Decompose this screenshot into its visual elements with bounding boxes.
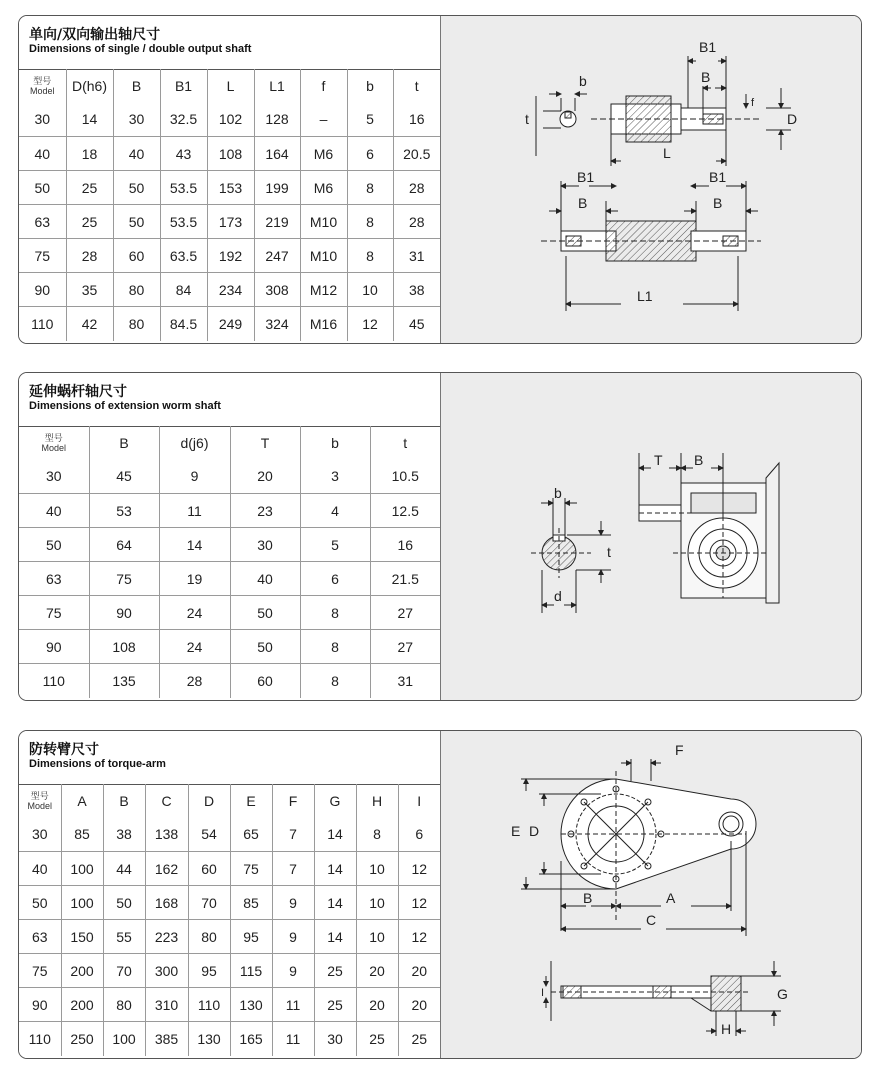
table-cell: 24 bbox=[159, 630, 230, 664]
dim-label-b1-right: B1 bbox=[709, 169, 727, 185]
table-cell: 12 bbox=[398, 920, 440, 954]
section-title-cn: 单向/双向输出轴尺寸 bbox=[29, 27, 161, 43]
model-cell: 75 bbox=[19, 239, 66, 273]
table-cell: 85 bbox=[61, 818, 103, 852]
table-row bbox=[19, 852, 440, 886]
table-cell: 223 bbox=[145, 920, 188, 954]
table-cell: 64 bbox=[89, 528, 159, 562]
dim-label-f: F bbox=[675, 742, 684, 758]
header-cell: I bbox=[398, 785, 440, 818]
table-cell: 11 bbox=[272, 988, 314, 1022]
table-cell: 199 bbox=[254, 171, 300, 205]
table-row bbox=[19, 205, 440, 239]
torque-arm-table-body bbox=[19, 818, 440, 1056]
table-cell: 75 bbox=[89, 562, 159, 596]
dim-label-d: d bbox=[554, 588, 562, 604]
table-cell: 80 bbox=[113, 307, 160, 341]
table-cell: 80 bbox=[188, 920, 230, 954]
table-cell: 10 bbox=[356, 852, 398, 886]
header-cell: F bbox=[272, 785, 314, 818]
model-cell: 63 bbox=[19, 920, 61, 954]
dim-label-d: D bbox=[529, 823, 540, 839]
dim-label-b-small: b bbox=[554, 485, 562, 501]
table-cell: 20 bbox=[230, 460, 300, 494]
table-cell: 23 bbox=[230, 494, 300, 528]
model-cell: 30 bbox=[19, 103, 66, 137]
model-cell: 30 bbox=[19, 818, 61, 852]
table-cell: 100 bbox=[61, 852, 103, 886]
table-cell: 84.5 bbox=[160, 307, 207, 341]
model-cell: 50 bbox=[19, 886, 61, 920]
table-cell: 102 bbox=[207, 103, 254, 137]
header-cell: C bbox=[145, 785, 188, 818]
table-cell: 25 bbox=[66, 205, 113, 239]
header-cell: B1 bbox=[160, 70, 207, 103]
dim-label-d: D bbox=[787, 111, 798, 127]
table-cell: 21.5 bbox=[370, 562, 440, 596]
dim-label-b: b bbox=[579, 73, 587, 89]
table-cell: 100 bbox=[103, 1022, 145, 1056]
dim-label-b-left: B bbox=[578, 195, 588, 211]
table-cell: 9 bbox=[272, 886, 314, 920]
table-cell: 20 bbox=[398, 988, 440, 1022]
dim-label-t: T bbox=[654, 452, 663, 468]
header-cell: B bbox=[103, 785, 145, 818]
table-cell: 28 bbox=[393, 205, 440, 239]
table-cell: 14 bbox=[314, 886, 356, 920]
table-cell: 25 bbox=[66, 171, 113, 205]
table-cell: 50 bbox=[113, 205, 160, 239]
worm-shaft-table-area bbox=[19, 373, 440, 700]
model-cell: 90 bbox=[19, 630, 89, 664]
model-cell: 90 bbox=[19, 988, 61, 1022]
table-cell: 40 bbox=[113, 137, 160, 171]
table-cell: 25 bbox=[314, 954, 356, 988]
section-title-en: Dimensions of single / double output shaft bbox=[29, 43, 252, 55]
table-cell: 85 bbox=[230, 886, 272, 920]
output-shaft-diagram-area bbox=[440, 16, 861, 343]
table-row bbox=[19, 596, 440, 630]
header-cell: E bbox=[230, 785, 272, 818]
model-cell: 63 bbox=[19, 562, 89, 596]
table-cell: M6 bbox=[300, 137, 347, 171]
table-cell: 45 bbox=[89, 460, 159, 494]
table-cell: 310 bbox=[145, 988, 188, 1022]
table-cell: 38 bbox=[393, 273, 440, 307]
table-cell: 27 bbox=[370, 630, 440, 664]
output-shaft-table-area bbox=[19, 16, 440, 343]
table-cell: 7 bbox=[272, 818, 314, 852]
table-cell: 192 bbox=[207, 239, 254, 273]
torque-arm-table bbox=[19, 784, 440, 1056]
table-cell: 8 bbox=[347, 205, 393, 239]
table-row bbox=[19, 171, 440, 205]
table-cell: 24 bbox=[159, 596, 230, 630]
table-cell: 28 bbox=[393, 171, 440, 205]
dim-label-b: B bbox=[701, 69, 711, 85]
dim-label-h: H bbox=[721, 1021, 732, 1037]
model-cell: 90 bbox=[19, 273, 66, 307]
model-cell: 110 bbox=[19, 1022, 61, 1056]
model-cell: 40 bbox=[19, 494, 89, 528]
table-cell: 28 bbox=[66, 239, 113, 273]
table-cell: 55 bbox=[103, 920, 145, 954]
model-label-cn: 型号 bbox=[33, 76, 52, 87]
table-row bbox=[19, 988, 440, 1022]
header-cell: A bbox=[61, 785, 103, 818]
table-cell: 14 bbox=[314, 818, 356, 852]
table-cell: 162 bbox=[145, 852, 188, 886]
table-cell: 75 bbox=[230, 852, 272, 886]
table-cell: 3 bbox=[300, 460, 370, 494]
section-title-cn: 延伸蜗杆轴尺寸 bbox=[29, 384, 127, 400]
header-cell: b bbox=[347, 70, 393, 103]
table-cell: 65 bbox=[230, 818, 272, 852]
table-cell: 250 bbox=[61, 1022, 103, 1056]
table-cell: 35 bbox=[66, 273, 113, 307]
table-row bbox=[19, 562, 440, 596]
table-cell: 90 bbox=[89, 596, 159, 630]
table-cell: 10 bbox=[356, 920, 398, 954]
dim-label-b-right: B bbox=[713, 195, 723, 211]
worm-shaft-table bbox=[19, 426, 440, 698]
table-cell: 9 bbox=[272, 954, 314, 988]
model-cell: 50 bbox=[19, 171, 66, 205]
table-header-row bbox=[19, 785, 440, 818]
table-cell: 18 bbox=[66, 137, 113, 171]
model-header bbox=[19, 427, 89, 460]
table-cell: 115 bbox=[230, 954, 272, 988]
table-row bbox=[19, 273, 440, 307]
table-cell: 324 bbox=[254, 307, 300, 341]
table-cell: 63.5 bbox=[160, 239, 207, 273]
table-cell: 5 bbox=[300, 528, 370, 562]
table-cell: 30 bbox=[113, 103, 160, 137]
table-cell: 43 bbox=[160, 137, 207, 171]
header-cell: D(h6) bbox=[66, 70, 113, 103]
table-cell: 44 bbox=[103, 852, 145, 886]
model-label-en: Model bbox=[29, 86, 55, 97]
table-cell: 138 bbox=[145, 818, 188, 852]
table-row bbox=[19, 920, 440, 954]
header-cell: T bbox=[230, 427, 300, 460]
worm-shaft-diagram-area bbox=[440, 373, 861, 700]
dim-label-g: G bbox=[777, 986, 788, 1002]
dim-label-b: B bbox=[583, 890, 593, 906]
table-cell: 50 bbox=[230, 630, 300, 664]
model-cell: 50 bbox=[19, 528, 89, 562]
table-cell: 60 bbox=[113, 239, 160, 273]
table-cell: 45 bbox=[408, 315, 425, 332]
section-title-en: Dimensions of torque-arm bbox=[29, 758, 166, 770]
table-cell: 173 bbox=[207, 205, 254, 239]
table-cell: 108 bbox=[207, 137, 254, 171]
table-row bbox=[19, 239, 440, 273]
model-label-en: Model bbox=[27, 801, 52, 812]
model-cell: 75 bbox=[19, 954, 61, 988]
table-cell: 95 bbox=[188, 954, 230, 988]
table-cell: 6 bbox=[347, 137, 393, 171]
model-cell: 110 bbox=[19, 664, 89, 698]
table-cell: 50 bbox=[230, 596, 300, 630]
table-cell: 247 bbox=[254, 239, 300, 273]
table-cell: M10 bbox=[300, 205, 347, 239]
table-cell: 60 bbox=[188, 852, 230, 886]
header-cell: G bbox=[314, 785, 356, 818]
table-row bbox=[19, 460, 440, 494]
table-row bbox=[19, 494, 440, 528]
table-cell: 108 bbox=[89, 630, 159, 664]
table-cell: 20.5 bbox=[393, 137, 440, 171]
table-cell: 12 bbox=[398, 886, 440, 920]
model-cell: 30 bbox=[19, 460, 89, 494]
table-cell: 9 bbox=[159, 460, 230, 494]
dim-label-t: t bbox=[525, 111, 529, 127]
table-cell: 8 bbox=[347, 171, 393, 205]
table-cell: 70 bbox=[103, 954, 145, 988]
table-cell: 11 bbox=[272, 1022, 314, 1056]
table-cell: 40 bbox=[230, 562, 300, 596]
dim-label-l1: L1 bbox=[637, 288, 653, 304]
table-cell: 249 bbox=[207, 307, 254, 341]
header-cell: d(j6) bbox=[159, 427, 230, 460]
table-cell: 5 bbox=[347, 103, 393, 137]
table-cell: 53 bbox=[89, 494, 159, 528]
table-cell: 8 bbox=[356, 818, 398, 852]
table-cell: 70 bbox=[188, 886, 230, 920]
table-cell: 31 bbox=[393, 239, 440, 273]
table-cell: 110 bbox=[188, 988, 230, 1022]
table-row bbox=[19, 630, 440, 664]
table-cell: 14 bbox=[66, 103, 113, 137]
table-cell: 135 bbox=[89, 664, 159, 698]
table-cell: 25 bbox=[314, 988, 356, 1022]
worm-shaft-diagram bbox=[441, 373, 861, 700]
table-cell: 50 bbox=[113, 171, 160, 205]
table-row bbox=[19, 103, 440, 137]
table-cell: 54 bbox=[188, 818, 230, 852]
dim-label-b: B bbox=[694, 452, 704, 468]
dim-label-a: A bbox=[666, 890, 676, 906]
model-header bbox=[19, 785, 61, 818]
dim-label-c: C bbox=[646, 912, 657, 928]
header-cell: t bbox=[393, 70, 440, 103]
table-cell: 30 bbox=[314, 1022, 356, 1056]
table-cell: 28 bbox=[159, 664, 230, 698]
output-shaft-diagram bbox=[441, 16, 861, 343]
model-cell: 40 bbox=[19, 852, 61, 886]
table-cell: 27 bbox=[370, 596, 440, 630]
model-label-cn: 型号 bbox=[44, 433, 63, 444]
table-cell: – bbox=[300, 103, 347, 137]
table-cell: M16 bbox=[300, 307, 347, 341]
torque-arm-diagram bbox=[441, 731, 861, 1058]
table-cell: 14 bbox=[159, 528, 230, 562]
table-cell: 20 bbox=[356, 988, 398, 1022]
table-cell: 14 bbox=[314, 852, 356, 886]
table-cell: 234 bbox=[207, 273, 254, 307]
table-cell: 25 bbox=[356, 1022, 398, 1056]
section-title-en: Dimensions of extension worm shaft bbox=[29, 400, 221, 412]
table-cell: 30 bbox=[230, 528, 300, 562]
table-cell: 300 bbox=[145, 954, 188, 988]
table-cell: 50 bbox=[103, 886, 145, 920]
table-row bbox=[19, 1022, 440, 1056]
table-cell: 12 bbox=[347, 307, 393, 341]
table-cell: 219 bbox=[254, 205, 300, 239]
table-cell: 14 bbox=[314, 920, 356, 954]
table-cell: 53.5 bbox=[160, 171, 207, 205]
table-cell: 32.5 bbox=[160, 103, 207, 137]
table-row bbox=[19, 886, 440, 920]
table-cell: 53.5 bbox=[160, 205, 207, 239]
header-cell: L bbox=[207, 70, 254, 103]
table-cell: 20 bbox=[356, 954, 398, 988]
model-header bbox=[19, 70, 66, 103]
worm-shaft-panel bbox=[18, 372, 862, 701]
header-cell: H bbox=[356, 785, 398, 818]
table-cell: 60 bbox=[230, 664, 300, 698]
dim-label-b1: B1 bbox=[699, 39, 717, 55]
header-cell: f bbox=[300, 70, 347, 103]
table-row bbox=[19, 954, 440, 988]
dim-label-i: I bbox=[541, 987, 545, 999]
torque-arm-panel bbox=[18, 730, 862, 1059]
table-cell: 80 bbox=[103, 988, 145, 1022]
table-cell: M10 bbox=[300, 239, 347, 273]
table-cell: 11 bbox=[159, 494, 230, 528]
table-cell: 308 bbox=[254, 273, 300, 307]
table-cell: 20 bbox=[398, 954, 440, 988]
dim-label-e: E bbox=[511, 823, 521, 839]
header-cell: L1 bbox=[254, 70, 300, 103]
table-cell: 7 bbox=[272, 852, 314, 886]
output-shaft-panel bbox=[18, 15, 862, 344]
table-row bbox=[19, 528, 440, 562]
table-cell: 164 bbox=[254, 137, 300, 171]
table-cell: 200 bbox=[61, 954, 103, 988]
model-cell: 40 bbox=[19, 137, 66, 171]
table-cell: 25 bbox=[411, 1030, 428, 1047]
table-row bbox=[19, 818, 440, 852]
table-cell: 10.5 bbox=[370, 460, 440, 494]
output-shaft-table bbox=[19, 69, 440, 341]
table-cell: 42 bbox=[66, 307, 113, 341]
model-cell: 110 bbox=[19, 307, 66, 341]
header-cell: B bbox=[89, 427, 159, 460]
torque-arm-table-area bbox=[19, 731, 440, 1058]
table-cell: 8 bbox=[300, 596, 370, 630]
header-cell: b bbox=[300, 427, 370, 460]
dim-label-l: L bbox=[663, 145, 671, 161]
dim-label-f: f bbox=[751, 97, 755, 109]
table-cell: M6 bbox=[300, 171, 347, 205]
model-label-cn: 型号 bbox=[30, 791, 49, 802]
table-cell: 10 bbox=[347, 273, 393, 307]
table-cell: 6 bbox=[300, 562, 370, 596]
table-cell: 153 bbox=[207, 171, 254, 205]
dim-label-t-small: t bbox=[607, 544, 611, 560]
table-cell: 168 bbox=[145, 886, 188, 920]
table-cell: 6 bbox=[398, 818, 440, 852]
header-cell: D bbox=[188, 785, 230, 818]
table-row bbox=[19, 307, 440, 341]
worm-shaft-table-body bbox=[19, 460, 440, 698]
table-cell: 19 bbox=[159, 562, 230, 596]
table-cell: 10 bbox=[356, 886, 398, 920]
header-cell: B bbox=[113, 70, 160, 103]
table-header-row bbox=[19, 70, 440, 103]
model-cell: 75 bbox=[19, 596, 89, 630]
table-cell: 12.5 bbox=[370, 494, 440, 528]
table-cell: 38 bbox=[103, 818, 145, 852]
table-cell: 128 bbox=[254, 103, 300, 137]
table-header-row bbox=[19, 427, 440, 460]
table-cell: 31 bbox=[397, 672, 414, 689]
table-cell: 9 bbox=[272, 920, 314, 954]
table-cell: 100 bbox=[61, 886, 103, 920]
section-title-cn: 防转臂尺寸 bbox=[29, 742, 99, 758]
table-cell: 80 bbox=[113, 273, 160, 307]
model-label-en: Model bbox=[41, 443, 66, 454]
table-cell: 84 bbox=[160, 273, 207, 307]
output-shaft-table-body bbox=[19, 103, 440, 341]
table-cell: 8 bbox=[300, 664, 370, 698]
model-cell: 63 bbox=[19, 205, 66, 239]
table-cell: 385 bbox=[145, 1022, 188, 1056]
table-cell: M12 bbox=[300, 273, 347, 307]
table-cell: 8 bbox=[300, 630, 370, 664]
table-row bbox=[19, 137, 440, 171]
table-row bbox=[19, 664, 440, 698]
table-cell: 16 bbox=[370, 528, 440, 562]
header-cell: t bbox=[370, 427, 440, 460]
table-cell: 12 bbox=[398, 852, 440, 886]
table-cell: 8 bbox=[347, 239, 393, 273]
table-cell: 130 bbox=[188, 1022, 230, 1056]
dim-label-b1-left: B1 bbox=[577, 169, 595, 185]
table-cell: 4 bbox=[300, 494, 370, 528]
torque-arm-diagram-area bbox=[440, 731, 861, 1058]
table-cell: 165 bbox=[230, 1022, 272, 1056]
table-cell: 130 bbox=[230, 988, 272, 1022]
table-cell: 95 bbox=[230, 920, 272, 954]
table-cell: 16 bbox=[393, 103, 440, 137]
table-cell: 150 bbox=[61, 920, 103, 954]
table-cell: 200 bbox=[61, 988, 103, 1022]
